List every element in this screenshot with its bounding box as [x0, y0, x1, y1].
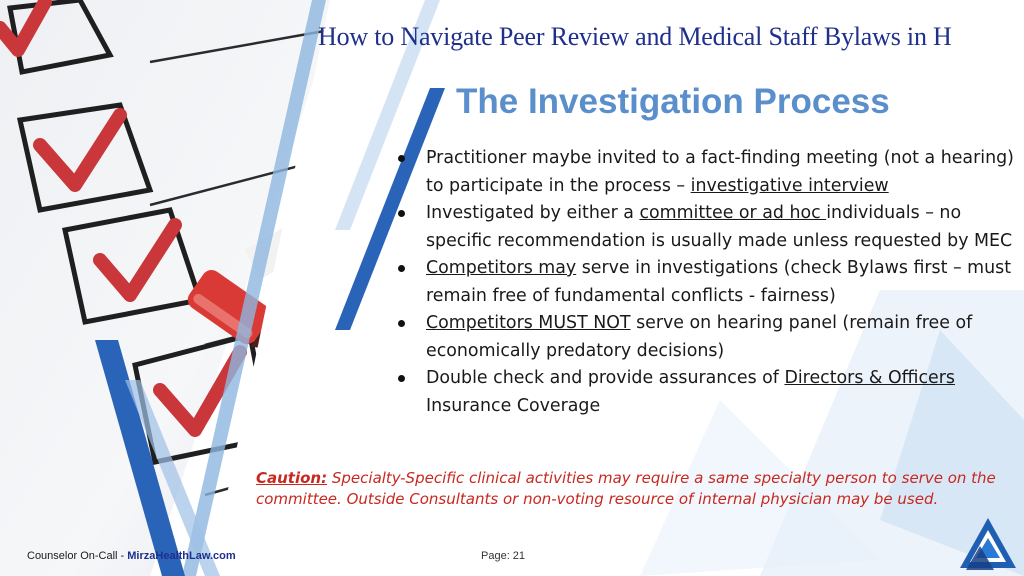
footer-link[interactable]: MirzaHealthLaw.com — [127, 550, 236, 562]
bullet-list — [398, 145, 1018, 420]
caution-note — [256, 468, 996, 510]
caution-text: Specialty-Specific clinical activities may require a same specialty person to serve on the committee. Outside Consultants or non-voting resource of internal physician may be used. — [256, 469, 996, 508]
bullet-item: Practitioner maybe invited to a fact-finding meeting (not a hearing) to participate in the process – investigative interview — [398, 145, 1018, 200]
bullet-dot-icon — [398, 265, 405, 272]
bullet-dot-icon — [398, 320, 405, 327]
caution-label: Caution: — [256, 469, 328, 487]
bullet-item: Competitors MUST NOT serve on hearing panel (remain free of economically predatory decisions) — [398, 310, 1018, 365]
bullet-dot-icon — [398, 375, 405, 382]
slide-title: The Investigation Process — [456, 82, 890, 121]
bullet-item: Competitors may serve in investigations (check Bylaws first – must remain free of fundamental conflicts - fairness) — [398, 255, 1018, 310]
presentation-title: How to Navigate Peer Review and Medical Staff Bylaws in H — [318, 22, 952, 51]
bullet-item: Investigated by either a committee or ad hoc individuals – no specific recommendation is usually made unless requested by MEC — [398, 200, 1018, 255]
page-number: Page: 21 — [481, 550, 526, 562]
bullet-item: Double check and provide assurances of Directors & Officers Insurance Coverage — [398, 365, 1018, 420]
firm-logo-icon — [958, 516, 1018, 572]
bullet-dot-icon — [398, 155, 405, 162]
bullet-dot-icon — [398, 210, 405, 217]
footer-credit: Counselor On-Call - MirzaHealthLaw.com — [27, 550, 236, 562]
